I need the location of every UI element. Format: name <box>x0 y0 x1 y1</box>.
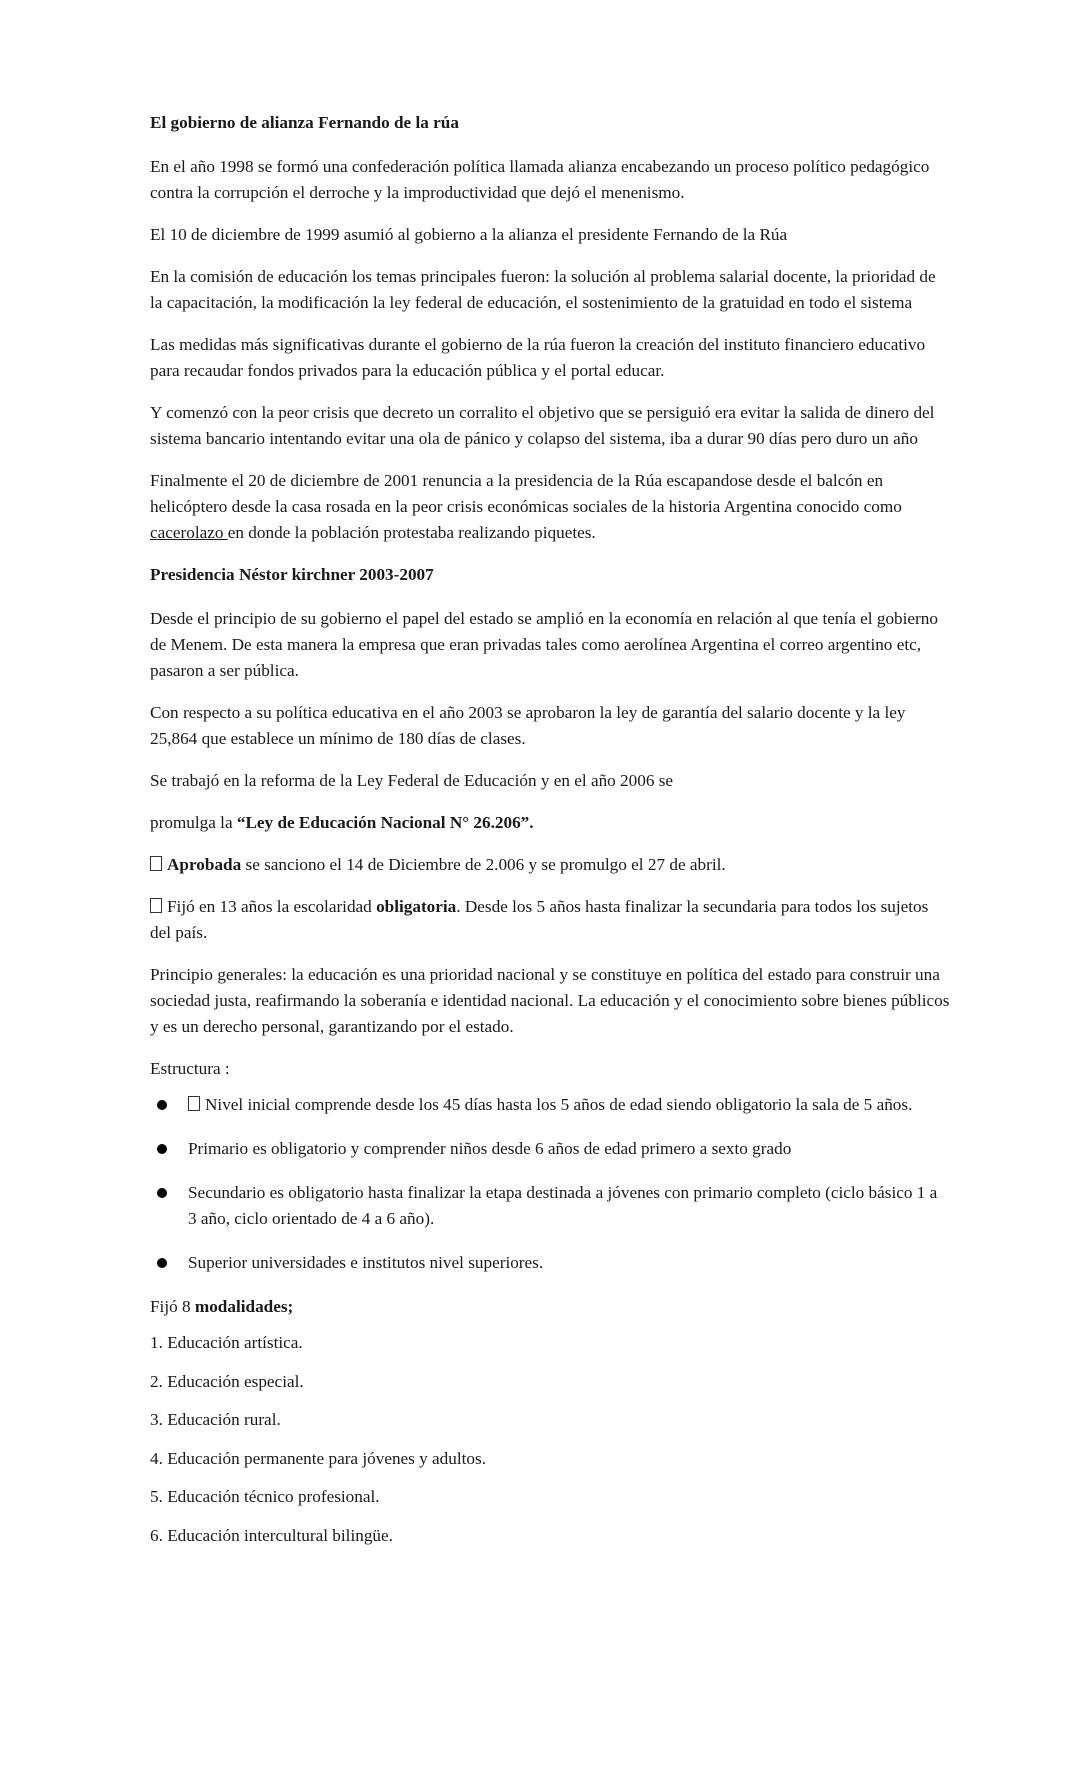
paragraph: En la comisión de educación los temas principales fueron: la solución al problema salarial docente, la prioridad de la capacitación, la modificación la ley federal de educación, el sostenimiento de la gratuidad en todo el sistema <box>150 267 936 312</box>
bullet-icon <box>157 1188 167 1198</box>
bullet-icon <box>157 1258 167 1268</box>
list-item-text: Primario es obligatorio y comprender niños desde 6 años de edad primero a sexto grado <box>188 1139 792 1158</box>
list-item: 1. Educación artística. <box>150 1333 303 1352</box>
list-item: 3. Educación rural. <box>150 1410 281 1429</box>
structure-list <box>150 1092 950 1276</box>
text-run: se sanciono el 14 de Diciembre de 2.006 y se promulgo el 27 de abril. <box>241 855 726 874</box>
text-run: Finalmente el 20 de diciembre de 2001 renuncia a la presidencia de la Rúa escapandose desde el balcón en helicóptero desde la casa rosada en la peor crisis económicas sociales de la historia Argentina conocido como <box>150 471 902 516</box>
paragraph <box>150 894 950 946</box>
paragraph: Y comenzó con la peor crisis que decreto un corralito el objetivo que se persiguió era evitar la salida de dinero del sistema bancario intentando evitar una ola de pánico y colapso del sistema, iba a durar 90 días pero duro un año <box>150 403 935 448</box>
list-item <box>150 1092 950 1118</box>
list-item <box>150 1136 950 1162</box>
bold-term: modalidades; <box>194 1297 294 1316</box>
list-item: 2. Educación especial. <box>150 1371 304 1391</box>
bullet-icon <box>157 1144 167 1154</box>
paragraph: Se trabajó en la reforma de la Ley Federal de Educación y en el año 2006 se <box>150 771 674 790</box>
paragraph: En el año 1998 se formó una confederación política llamada alianza encabezando un proceso político pedagógico contra la corrupción el derroche y la improductividad que dejó el menenismo. <box>150 157 930 202</box>
modalidades-label <box>150 1294 950 1320</box>
paragraph: Principio generales: la educación es una prioridad nacional y se constituye en política del estado para construir una sociedad justa, reafirmando la soberanía e identidad nacional. La educación y el conocimiento sobre bienes públicos y es un derecho personal, garantizando por el estado. <box>150 965 950 1036</box>
text-run: Fijó 8 <box>150 1297 195 1316</box>
law-name: “Ley de Educación Nacional N° 26.206”. <box>236 813 534 832</box>
section-title-de-la-rua: El gobierno de alianza Fernando de la rúa <box>150 113 459 132</box>
list-item: 6. Educación intercultural bilingüe. <box>150 1525 393 1545</box>
missing-glyph-box-icon <box>150 856 162 871</box>
text-run: . Desde los 5 años hasta finalizar la secundaria para todos los sujetos del país. <box>150 897 929 942</box>
list-item-text: Superior universidades e institutos nivel superiores. <box>188 1253 544 1272</box>
paragraph: Desde el principio de su gobierno el papel del estado se amplió en la economía en relación al que tenía el gobierno de Menem. De esta manera la empresa que eran privadas tales como aerolínea Argentina el correo argentino etc, pasaron a ser pública. <box>150 609 938 680</box>
modalidades-list <box>150 1330 950 1549</box>
paragraph: Las medidas más significativas durante el gobierno de la rúa fueron la creación del instituto financiero educativo para recaudar fondos privados para la educación pública y el portal educar. <box>150 335 926 380</box>
list-item: 5. Educación técnico profesional. <box>150 1487 380 1506</box>
bullet-icon <box>157 1100 167 1110</box>
list-item <box>150 1180 950 1232</box>
text-run: en donde la población protestaba realizando piquetes. <box>227 523 596 542</box>
document-page <box>150 110 950 1561</box>
list-item-text: Secundario es obligatorio hasta finalizar la etapa destinada a jóvenes con primario completo (ciclo básico 1 a 3 año, ciclo orientado de 4 a 6 año). <box>188 1183 938 1228</box>
text-run: Fijó en 13 años la escolaridad <box>167 897 377 916</box>
structure-label: Estructura : <box>150 1059 230 1078</box>
paragraph <box>150 852 950 878</box>
list-item: 4. Educación permanente para jóvenes y adultos. <box>150 1448 486 1468</box>
section-title-kirchner: Presidencia Néstor kirchner 2003-2007 <box>150 565 434 584</box>
bold-term: Aprobada <box>167 855 242 874</box>
bold-term: obligatoria <box>376 897 457 916</box>
missing-glyph-box-icon <box>188 1096 200 1111</box>
paragraph <box>150 810 950 836</box>
missing-glyph-box-icon <box>150 898 162 913</box>
underlined-term: cacerolazo <box>150 523 228 542</box>
list-item <box>150 1250 950 1276</box>
paragraph <box>150 468 950 546</box>
paragraph: El 10 de diciembre de 1999 asumió al gobierno a la alianza el presidente Fernando de la Rúa <box>150 225 788 244</box>
list-item-text: Nivel inicial comprende desde los 45 días hasta los 5 años de edad siendo obligatorio la sala de 5 años. <box>205 1095 913 1114</box>
text-run: promulga la <box>150 813 237 832</box>
paragraph: Con respecto a su política educativa en el año 2003 se aprobaron la ley de garantía del salario docente y la ley 25,864 que establece un mínimo de 180 días de clases. <box>150 703 906 748</box>
